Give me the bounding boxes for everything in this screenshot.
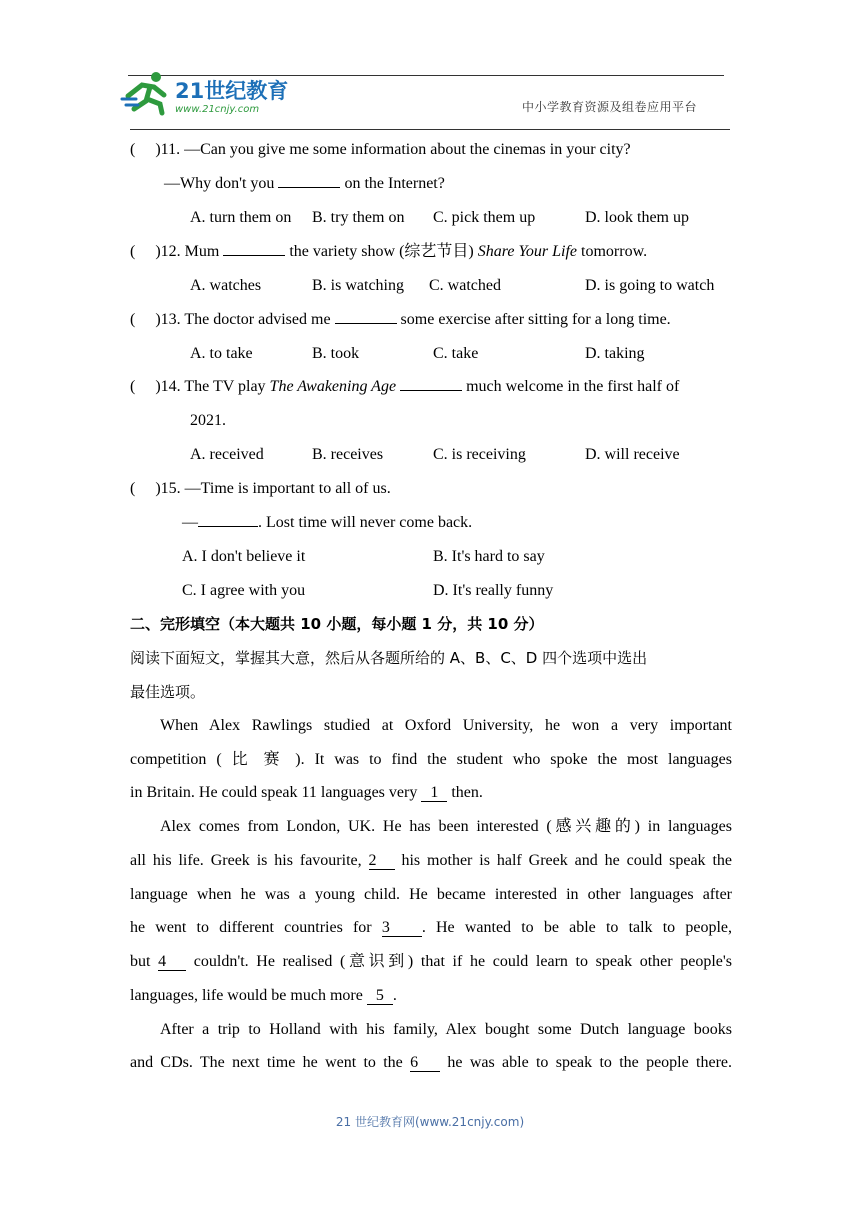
option-b: B. is watching [312,277,404,294]
option-a: A. to take [190,345,253,362]
question-15-line2: — . Lost time will never come back. [182,514,473,531]
blank-4: 4 [158,954,186,971]
option-c: C. pick them up [433,209,536,226]
option-c: C. I agree with you [182,582,306,599]
option-a: A. I don't believe it [182,548,306,565]
option-c: C. take [433,345,479,362]
option-b: B. took [312,345,360,362]
option-d: D. taking [585,345,645,362]
question-13: ( )13. The doctor advised me some exercise after sitting for a long time. [130,311,671,328]
option-c: C. watched [429,277,501,294]
option-d: D. will receive [585,446,680,463]
section-title: 二、完形填空（本大题共 10 小题，每小题 1 分，共 10 分） [130,615,544,633]
answer-blank [223,255,285,256]
passage-line: Alex comes from London, UK. He has been interested (感兴趣的) in languages [160,818,732,835]
question-14: ( )14. The TV play The Awakening Age much welcome in the first half of [130,378,680,395]
blank-3: 3 [382,920,422,937]
question-15: ( )15. —Time is important to all of us. [130,480,391,497]
logo-text: 21世纪教育 [175,79,289,103]
runner-icon [122,72,164,113]
question-11: ( )11. —Can you give me some information about the cinemas in your city? [130,141,631,158]
answer-blank [335,323,397,324]
answer-blank [198,526,258,527]
section-instructions-line2: 最佳选项。 [130,683,206,701]
passage-line: languages, life would be much more 5 . [130,987,397,1004]
option-d: D. look them up [585,209,689,226]
passage-line: language when he was a young child. He became interested in other languages after [130,886,732,903]
passage-line: in Britain. He could speak 11 languages very 1 then. [130,784,483,801]
logo-url: www.21cnjy.com [175,104,260,115]
question-11-line2: —Why don't you on the Internet? [164,175,445,192]
blank-6: 6 [410,1055,440,1072]
passage-line: but 4 couldn't. He realised (意识到) that if he could learn to speak other people's [130,953,733,970]
section-instructions-line1: 阅读下面短文，掌握其大意，然后从各题所给的 A、B、C、D 四个选项中选出 [130,649,648,667]
option-d: D. is going to watch [585,277,715,294]
answer-blank [278,187,340,188]
passage-line: he went to different countries for 3 . He wanted to be able to talk to people, [130,919,733,936]
passage-line: After a trip to Holland with his family, Alex bought some Dutch language books [160,1021,732,1038]
answer-blank [400,390,462,391]
passage-line: When Alex Rawlings studied at Oxford University, he won a very important [160,717,732,734]
option-a: A. turn them on [190,209,292,226]
option-b: B. It's hard to say [433,548,545,565]
option-d: D. It's really funny [433,582,554,599]
header-rule-bottom [130,129,730,130]
option-a: A. watches [190,277,262,294]
passage-line: all his life. Greek is his favourite, 2 his mother is half Greek and he could speak the [130,852,733,869]
blank-1: 1 [421,785,447,802]
question-12: ( )12. Mum the variety show (综艺节目) Share Your Life tomorrow. [130,243,648,260]
footer[interactable]: 21 世纪教育网(www.21cnjy.com) [335,1115,525,1129]
option-c: C. is receiving [433,446,526,463]
blank-5: 5 [367,988,393,1005]
question-14-continued: 2021. [190,412,226,429]
passage-line: competition ( 比 赛 ). It was to find the student who spoke the most languages [130,751,732,768]
logo [120,68,295,118]
passage-line: and CDs. The next time he went to the 6 he was able to speak to the people there. [130,1054,733,1071]
option-b: B. try them on [312,209,405,226]
blank-2: 2 [369,853,395,870]
option-b: B. receives [312,446,384,463]
header-subtitle: 中小学教育资源及组卷应用平台 [522,100,698,114]
option-a: A. received [190,446,264,463]
